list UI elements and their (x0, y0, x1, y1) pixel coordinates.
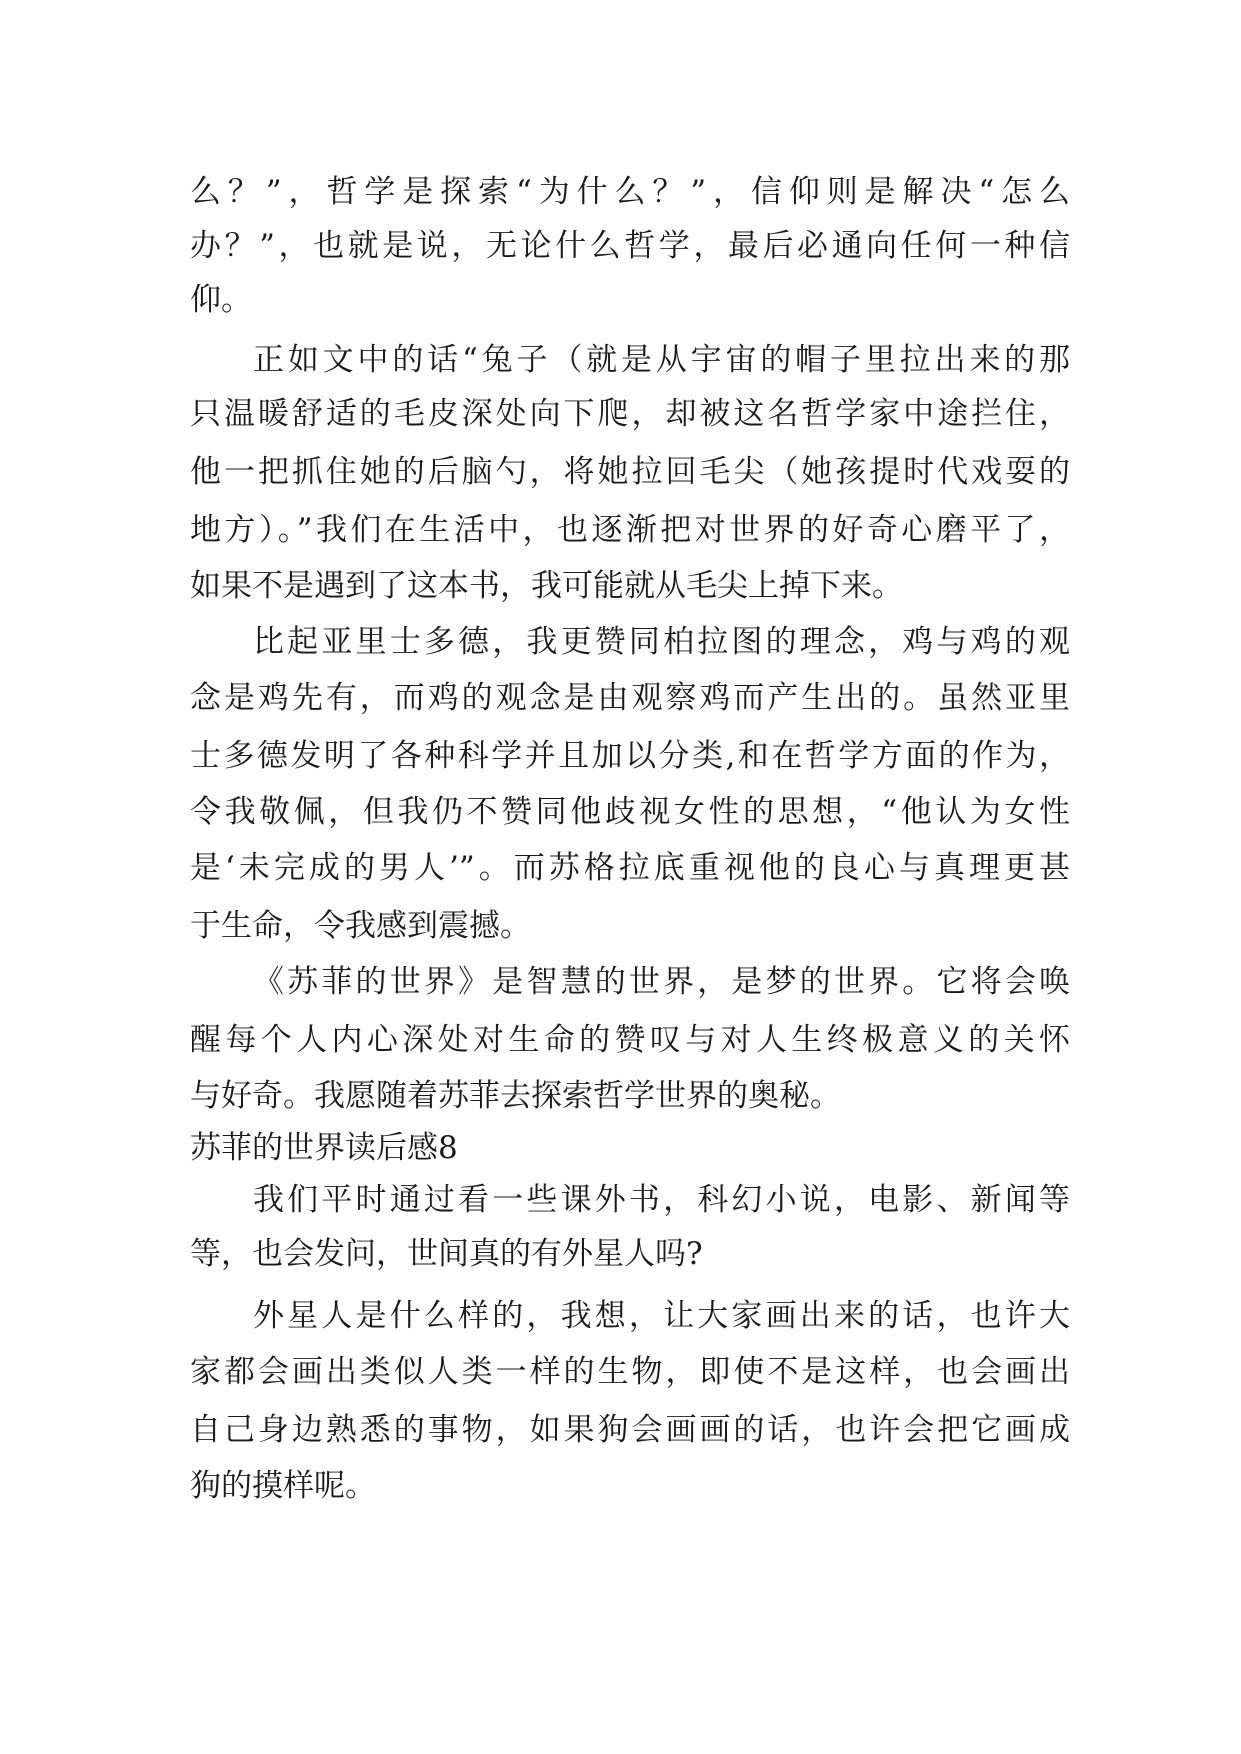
text-line: 正如文中的话“兔子（就是从宇宙的帽子里拉出来的那 (253, 342, 1070, 378)
text-line: 比起亚里士多德，我更赞同柏拉图的理念，鸡与鸡的观 (253, 624, 1070, 660)
text-line: 醒每个人内心深处对生命的赞叹与对人生终极意义的关怀 (190, 1022, 1070, 1058)
text-line: 我们平时通过看一些课外书，科幻小说，电影、新闻等 (253, 1182, 1070, 1218)
text-line: 他一把抓住她的后脑勺，将她拉回毛尖（她孩提时代戏耍的 (190, 454, 1070, 490)
text-line: 外星人是什么样的，我想，让大家画出来的话，也许大 (253, 1298, 1070, 1334)
text-line: 么？”，哲学是探索“为什么？”，信仰则是解决“怎么 (190, 174, 1070, 210)
section-heading: 苏菲的世界读后感8 (190, 1130, 458, 1166)
text-line: 如果不是遇到了这本书，我可能就从毛尖上掉下来。 (190, 568, 903, 604)
text-line: 念是鸡先有，而鸡的观念是由观察鸡而产生出的。虽然亚里 (190, 680, 1070, 716)
text-line: 仰。 (190, 282, 252, 318)
text-line: 只温暖舒适的毛皮深处向下爬，却被这名哲学家中途拦住， (190, 396, 1070, 432)
text-line: 令我敬佩，但我仍不赞同他歧视女性的思想，“他认为女性 (190, 794, 1070, 830)
text-line: 于生命，令我感到震撼。 (190, 908, 531, 944)
text-line: 等，也会发问，世间真的有外星人吗? (190, 1236, 703, 1272)
text-line: 自己身边熟悉的事物，如果狗会画画的话，也许会把它画成 (190, 1412, 1070, 1448)
text-line: 狗的摸样呢。 (190, 1468, 376, 1504)
text-line: 《苏菲的世界》是智慧的世界，是梦的世界。它将会唤 (253, 964, 1070, 1000)
text-line: 办？”，也就是说，无论什么哲学，最后必通向任何一种信 (190, 228, 1070, 264)
text-line: 与好奇。我愿随着苏菲去探索哲学世界的奥秘。 (190, 1078, 841, 1114)
text-line: 家都会画出类似人类一样的生物，即使不是这样，也会画出 (190, 1354, 1070, 1390)
text-line: 是‘未完成的男人’”。而苏格拉底重视他的良心与真理更甚 (190, 850, 1070, 886)
text-line: 士多德发明了各种科学并且加以分类,和在哲学方面的作为， (190, 738, 1070, 774)
text-line: 地方）。”我们在生活中，也逐渐把对世界的好奇心磨平了， (190, 512, 1070, 548)
